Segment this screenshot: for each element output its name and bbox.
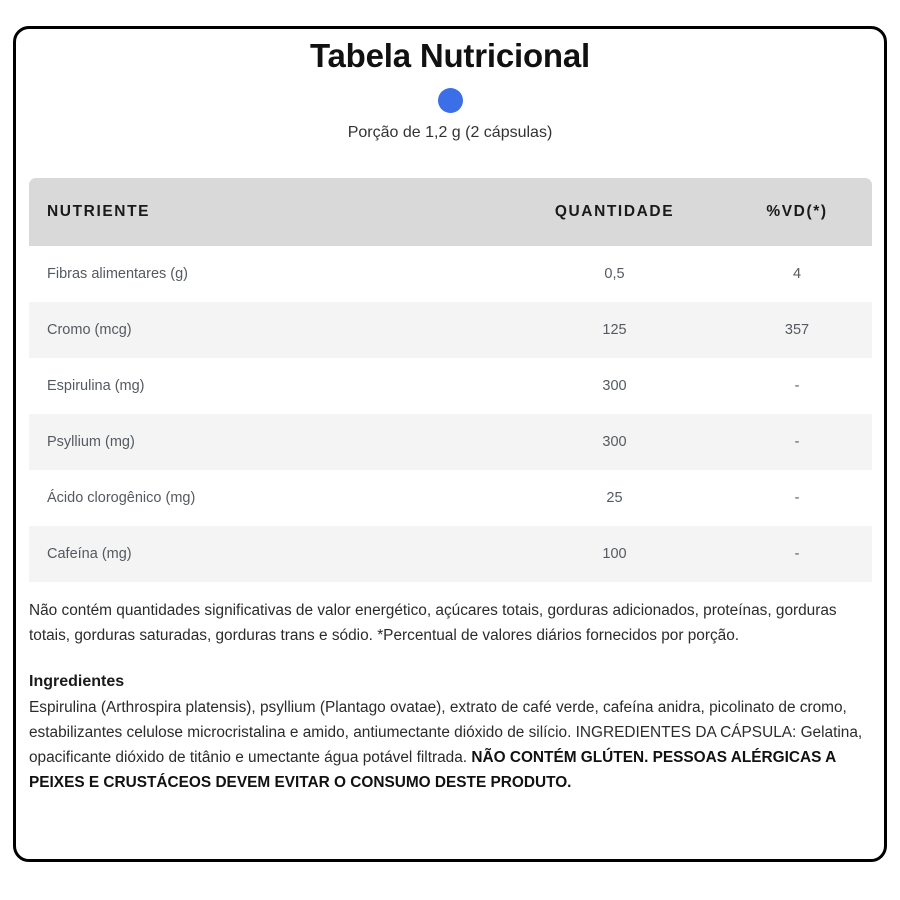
- table-row: [29, 470, 872, 526]
- cell-amount: 300: [507, 414, 722, 470]
- table-header-row: [29, 178, 872, 246]
- footnote-text: Não contém quantidades significativas de valor energético, açúcares totais, gorduras adicionados, proteínas, gorduras totais, gorduras saturadas, gorduras trans e sódio. *Percentual de valores diários fornecidos por porção.: [29, 602, 837, 644]
- cell-nutrient: Cafeína (mg): [29, 526, 507, 582]
- column-header-nutrient: NUTRIENTE: [29, 178, 507, 246]
- cell-nutrient: Ácido clorogênico (mg): [29, 470, 507, 526]
- cell-vd: -: [722, 526, 872, 582]
- column-header-amount: QUANTIDADE: [507, 178, 722, 246]
- serving-size-text: Porção de 1,2 g (2 cápsulas): [347, 124, 553, 141]
- cell-amount: 0,5: [507, 246, 722, 302]
- blue-dot-icon: [438, 88, 463, 113]
- allergen-warning: NÃO CONTÉM GLÚTEN. PESSOAS ALÉRGICAS A PEIXES E CRUSTÁCEOS DEVEM EVITAR O CONSUMO DESTE PRODUTO.: [29, 748, 836, 791]
- table-header: [29, 178, 872, 246]
- page-title: Tabela Nutricional: [309, 37, 590, 74]
- ingredients-heading: Ingredientes: [29, 672, 125, 690]
- cell-nutrient: Cromo (mcg): [29, 302, 507, 358]
- nutrition-table: [29, 178, 872, 582]
- table-row: [29, 246, 872, 302]
- cell-nutrient: Fibras alimentares (g): [29, 246, 507, 302]
- nutrition-label-card: [13, 26, 887, 862]
- cell-amount: 25: [507, 470, 722, 526]
- table-body: [29, 246, 872, 582]
- table-row: [29, 526, 872, 582]
- table-row: [29, 302, 872, 358]
- cell-amount: 125: [507, 302, 722, 358]
- cell-vd: -: [722, 358, 872, 414]
- accent-dot-wrapper: [29, 88, 871, 113]
- cell-nutrient: Espirulina (mg): [29, 358, 507, 414]
- cell-amount: 100: [507, 526, 722, 582]
- table-row: [29, 358, 872, 414]
- ingredients-body: Espirulina (Arthrospira platensis), psyllium (Plantago ovatae), extrato de café verde, cafeína anidra, picolinato de cromo, estabilizantes celulose microcristalina e amido, antiumectante dióxido de silício. INGREDIENTES DA CÁPSULA: Gelatina, opacificante dióxido de titânio e umectante água potável filtrada.: [29, 698, 863, 766]
- label-inner: [16, 29, 884, 859]
- cell-vd: 4: [722, 246, 872, 302]
- cell-vd: 357: [722, 302, 872, 358]
- cell-nutrient: Psyllium (mg): [29, 414, 507, 470]
- table-row: [29, 414, 872, 470]
- ingredients-text: [29, 696, 878, 796]
- cell-vd: -: [722, 470, 872, 526]
- cell-vd: -: [722, 414, 872, 470]
- cell-amount: 300: [507, 358, 722, 414]
- column-header-vd: %VD(*): [722, 178, 872, 246]
